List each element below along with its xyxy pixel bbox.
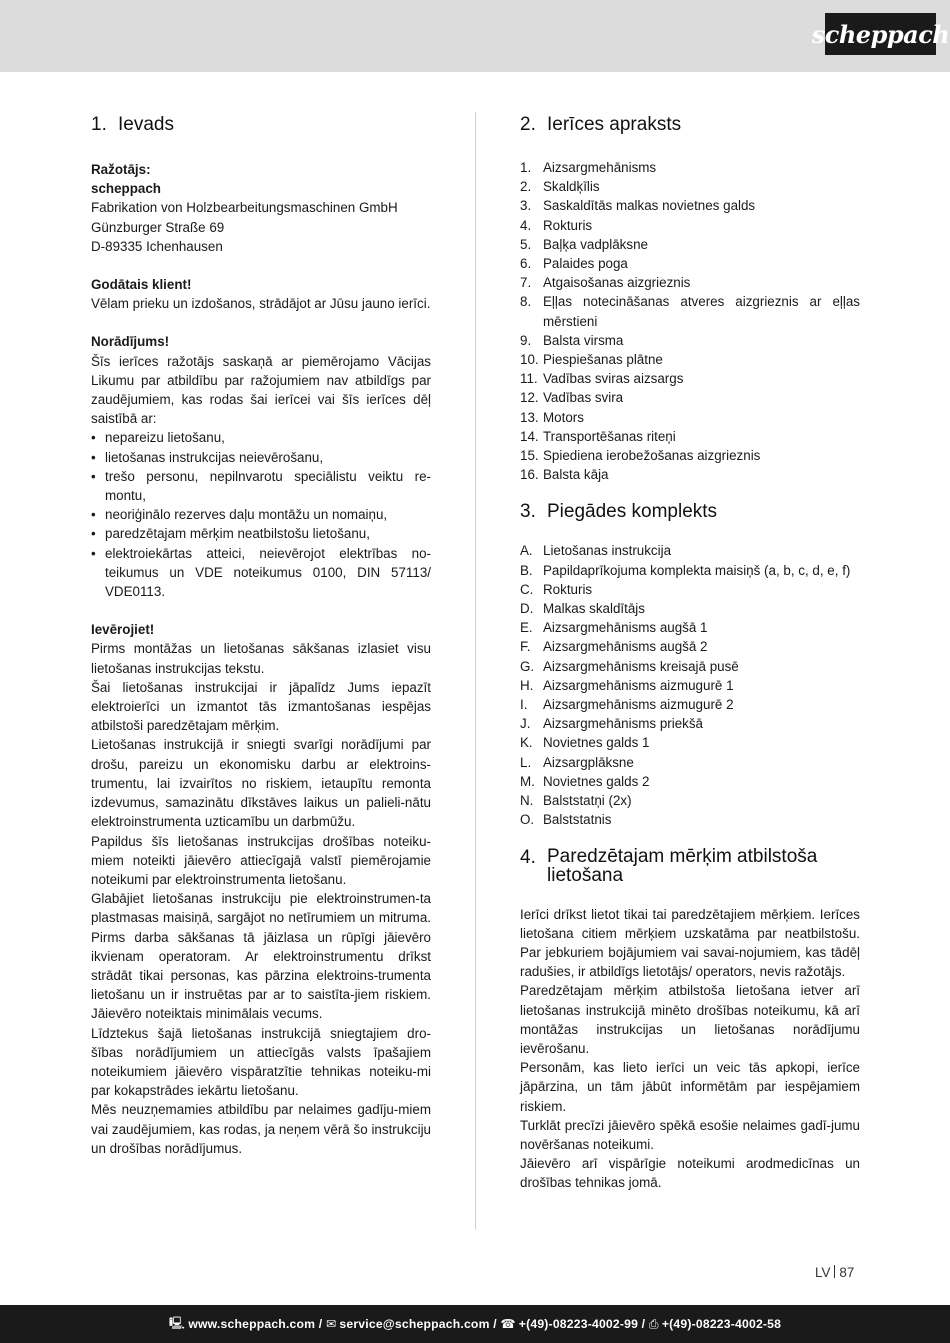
note-bullet-list	[91, 428, 431, 601]
list-item	[520, 733, 860, 752]
list-item	[520, 810, 860, 829]
item-number: 11.	[520, 371, 538, 387]
list-item	[520, 561, 860, 580]
manufacturer-name: scheppach	[91, 181, 161, 197]
section-4-heading	[520, 847, 860, 885]
list-item	[520, 599, 860, 618]
list-item	[520, 388, 860, 407]
footer-separator: /	[638, 1317, 649, 1331]
attention-paragraph: Lietošanas instrukcijā ir sniegti svarīgi norādījumi par drošu, pareizu un ekonomisku darbu ar elektroins-trumentu, lai izvairītos no riskiem, ietaupītu remonta izdevumus, samazinātu dīkstāves laikus un palieli-nātu elektroinstrumenta uzticamību un darbmūžu.	[91, 737, 431, 830]
list-item	[520, 216, 860, 235]
item-text: Saskaldītās malkas novietnes galds	[543, 198, 756, 214]
brand-logo: scheppach	[825, 13, 936, 55]
right-column	[520, 114, 860, 1193]
item-text: Spiediena ierobežošanas aizgrieznis	[543, 448, 761, 464]
left-column	[91, 114, 431, 1158]
footer-separator: /	[489, 1317, 501, 1331]
list-item	[520, 177, 860, 196]
list-item	[520, 292, 860, 330]
attention-paragraph: Pirms montāžas un lietošanas sākšanas izlasiet visu lietošanas instrukcijas tekstu.	[91, 641, 431, 676]
attention-label: Ievērojiet!	[91, 622, 155, 638]
section-1-heading	[91, 114, 431, 136]
dear-text: Vēlam prieku un izdošanos, strādājot ar Jūsu jauno ierīci.	[91, 296, 431, 312]
list-item	[520, 676, 860, 695]
item-text: Balsta virsma	[543, 332, 624, 348]
fax-icon: ⎙	[648, 1316, 659, 1331]
list-item	[520, 369, 860, 388]
list-item	[520, 235, 860, 254]
attention-paragraph: Papildus šīs lietošanas instrukcijas drošības noteiku-miem noteikti jāievēro attiecīgajā valstī piemērojamie noteikumi par elektroinstrumenta lietošanu.	[91, 833, 431, 887]
item-text: Novietnes galds 1	[543, 735, 650, 751]
item-number: 12.	[520, 390, 539, 406]
section-number: 3.	[520, 501, 536, 523]
list-item	[520, 273, 860, 292]
kit-list	[520, 541, 860, 829]
list-item	[520, 446, 860, 465]
item-text: Papildaprīkojuma komplekta maisiņš (a, b, c, d, e, f)	[543, 562, 851, 578]
item-number: L.	[520, 754, 532, 770]
item-number: 7.	[520, 275, 532, 291]
email-link[interactable]: service@scheppach.com	[339, 1317, 490, 1331]
usage-paragraph: Paredzētajam mērķim atbilstoša lietošana ietver arī lietošanas instrukcijā minēto drošības noteikumu, kā arī montāžas instrukcijas un lietošanas norādījumu ievērošanu.	[520, 983, 860, 1056]
header-bar	[0, 0, 950, 72]
item-number: 14.	[520, 428, 539, 444]
list-item	[520, 158, 860, 177]
list-item: • lietošanas instrukcijas neievērošanu,	[91, 449, 324, 465]
item-number: 3.	[520, 198, 532, 214]
item-text: Vadības svira	[543, 390, 624, 406]
item-text: Rokturis	[543, 581, 593, 597]
fax-number: +(49)-08223-4002-58	[661, 1317, 782, 1331]
list-item	[520, 772, 860, 791]
computer-icon: 🖳	[168, 1315, 186, 1330]
usage-paragraph: Ierīci drīkst lietot tikai tai paredzētajiem mērķiem. Ierīces lietošana citiem mērķiem uzskatāma par neatbilstošu. Par jebkuriem bojājumiem vai savai-nojumiem, kas tādēļ radušies, ir atbildīgs lietotājs/ operators, nevis ražotājs.	[520, 906, 860, 980]
attention-paragraph: Glabājiet lietošanas instrukciju pie elektroinstrumen-ta plastmasas maisiņā, sargājot no netīrumiem un mitruma. Pirms darba sākšanas tā jāizlasa un rūpīgi jāievēro ikvienam operatoram. Ar elektroinstrumentu drīkst strādāt tikai personas, kas pārzina elektroins-trumenta lietošanu un ir instruētas par ar to saistīta-jiem riskiem. Jāievēro noteiktais minimālais vecums.	[91, 891, 431, 1022]
list-item	[520, 408, 860, 427]
item-text: Rokturis	[543, 217, 593, 233]
list-item	[520, 618, 860, 637]
item-text: Novietnes galds 2	[543, 773, 650, 789]
list-item: • paredzētajam mērķim neatbilstošu lietošanu,	[91, 526, 370, 542]
attention-paragraph: Šai lietošanas instrukcijai ir jāpalīdz Jums iepazīt elektroierīci un izmantot tās izmantošanas iespējas atbilstoši paredzētajam mērķim.	[91, 679, 431, 734]
section-number: 2.	[520, 114, 536, 135]
manufacturer-line: D-89335 Ichenhausen	[91, 238, 223, 254]
item-number: 5.	[520, 236, 532, 252]
item-text: Atgaisošanas aizgrieznis	[543, 275, 691, 291]
item-number: A.	[520, 543, 533, 559]
list-item: • nepareizu lietošanu,	[91, 430, 225, 446]
item-number: 1.	[520, 160, 532, 175]
list-item	[520, 254, 860, 273]
item-text: Baļķa vadplāksne	[543, 236, 648, 252]
list-item	[520, 791, 860, 810]
item-number: D.	[520, 601, 534, 617]
item-number: M.	[520, 773, 535, 789]
email-icon: ✉	[325, 1317, 337, 1331]
footer-bar	[0, 1305, 950, 1343]
section-number: 4.	[520, 846, 536, 868]
list-item	[520, 427, 860, 446]
item-number: 4.	[520, 217, 532, 233]
item-text: Malkas skaldītājs	[543, 601, 645, 617]
item-number: 13.	[520, 409, 539, 425]
list-item	[520, 541, 860, 560]
item-text: Lietošanas instrukcija	[543, 543, 672, 559]
list-item	[520, 465, 860, 484]
item-number: E.	[520, 620, 533, 636]
list-item: • neoriģinālo rezerves daļu montāžu un nomaiņu,	[91, 507, 388, 523]
list-item	[520, 637, 860, 656]
list-item	[520, 714, 860, 733]
list-item: • elektroiekārtas atteici, neievērojot elektrības no-teikumus un VDE noteikumus 0100, DIN 57113/ VDE0113.	[91, 545, 431, 600]
item-number: O.	[520, 812, 535, 828]
item-text: Aizsargmehānisms aizmugurē 2	[543, 697, 734, 713]
language-code: LV	[815, 1265, 831, 1280]
item-text: Aizsargmehānisms priekšā	[543, 716, 704, 732]
manufacturer-line: Günzburger Straße 69	[91, 219, 225, 235]
item-text: Aizsargmehānisms kreisajā pusē	[543, 658, 739, 674]
column-divider	[475, 112, 476, 1230]
item-text: Motors	[543, 409, 584, 425]
item-number: F.	[520, 639, 531, 655]
usage-paragraph: Jāievēro arī vispārīgie noteikumi arodmedicīnas un drošības tehnikas jomā.	[520, 1156, 860, 1191]
page-number-value: 87	[839, 1265, 855, 1280]
section-title: Paredzētajam mērķim atbilstoša lietošana	[547, 845, 818, 886]
parts-list	[520, 158, 860, 484]
item-number: 8.	[520, 294, 532, 310]
section-title: Ierīces apraksts	[547, 114, 682, 135]
list-item	[520, 695, 860, 714]
item-number: J.	[520, 716, 531, 732]
item-number: 9.	[520, 332, 532, 348]
item-text: Aizsargmehānisms augšā 1	[543, 620, 708, 636]
list-item	[520, 580, 860, 599]
item-number: 6.	[520, 256, 532, 272]
item-text: Aizsargmehānisms	[543, 160, 657, 175]
item-text: Balststatņi (2x)	[543, 793, 632, 809]
list-item	[520, 350, 860, 369]
item-number: 15.	[520, 448, 539, 464]
note-text: Šīs ierīces ražotājs saskaņā ar piemērojamo Vācijas Likumu par atbildību par ražojumiem nav atbildīgs par zaudējumiem, kas rodas šai ierīcei vai šīs ierīces dēļ saistībā ar:	[91, 353, 431, 427]
list-item	[520, 331, 860, 350]
note-label: Norādījums!	[91, 334, 170, 350]
list-item	[520, 753, 860, 772]
section-3-heading	[520, 501, 860, 523]
section-title: Piegādes komplekts	[547, 501, 718, 523]
item-text: Aizsargmehānisms aizmugurē 1	[543, 677, 734, 693]
item-number: 2.	[520, 179, 532, 195]
page-number	[815, 1265, 854, 1280]
attention-paragraph: Mēs neuzņemamies atbildību par nelaimes gadīju-miem vai zaudējumiem, kas rodas, ja neņem vērā šo instrukciju un drošības norādījumus.	[91, 1102, 431, 1156]
item-text: Aizsargmehānisms augšā 2	[543, 639, 708, 655]
list-item: • trešo personu, nepilnvarotu speciālistu veiktu re-montu,	[91, 468, 431, 504]
item-number: 16.	[520, 467, 539, 483]
phone-icon: ☎	[500, 1317, 516, 1331]
item-text: Transportēšanas riteņi	[543, 428, 676, 444]
item-text: Balststatnis	[543, 812, 612, 828]
list-item	[520, 196, 860, 215]
attention-paragraph: Līdztekus šajā lietošanas instrukcijā sniegtajiem dro-šības norādījumiem un attiecīgās valsts īpašajiem noteikumiem jāievēro vispāratzītie tehnikas noteiku-mi par kokapstrādes iekārtu lietošanu.	[91, 1025, 431, 1099]
section-number: 1.	[91, 114, 107, 135]
item-number: H.	[520, 677, 534, 693]
item-text: Piespiešanas plātne	[543, 352, 663, 368]
item-number: G.	[520, 658, 535, 674]
item-text: Balsta kāja	[543, 467, 609, 483]
item-number: 10.	[520, 352, 539, 368]
section-title: Ievads	[118, 114, 174, 135]
usage-paragraph: Turklāt precīzi jāievēro spēkā esošie nelaimes gadī-jumu novēršanas noteikumi.	[520, 1117, 860, 1152]
item-number: I.	[520, 697, 528, 713]
dear-label: Godātais klient!	[91, 277, 192, 293]
item-text: Palaides poga	[543, 256, 628, 272]
manufacturer-label: Ražotājs:	[91, 162, 151, 177]
section-2-heading	[520, 114, 860, 136]
item-text: Eļļas notecināšanas atveres aizgrieznis ar eļļas mērstieni	[543, 294, 860, 329]
item-text: Aizsargplāksne	[543, 754, 634, 770]
usage-paragraph: Personām, kas lieto ierīci un veic tās apkopi, ierīce jāpārzina, un tām jābūt informētām par iespējamiem riskiem.	[520, 1060, 860, 1114]
item-number: K.	[520, 735, 533, 751]
item-number: C.	[520, 581, 534, 597]
item-text: Skaldķīlis	[543, 179, 600, 195]
website-link[interactable]: www.scheppach.com	[188, 1317, 316, 1331]
item-number: B.	[520, 562, 533, 578]
page-number-separator	[834, 1265, 835, 1278]
manufacturer-line: Fabrikation von Holzbearbeitungsmaschinen GmbH	[91, 200, 398, 216]
list-item	[520, 657, 860, 676]
footer-separator: /	[315, 1317, 326, 1331]
item-text: Vadības sviras aizsargs	[543, 371, 684, 387]
item-number: N.	[520, 793, 534, 809]
phone-number: +(49)-08223-4002-99	[518, 1317, 639, 1331]
